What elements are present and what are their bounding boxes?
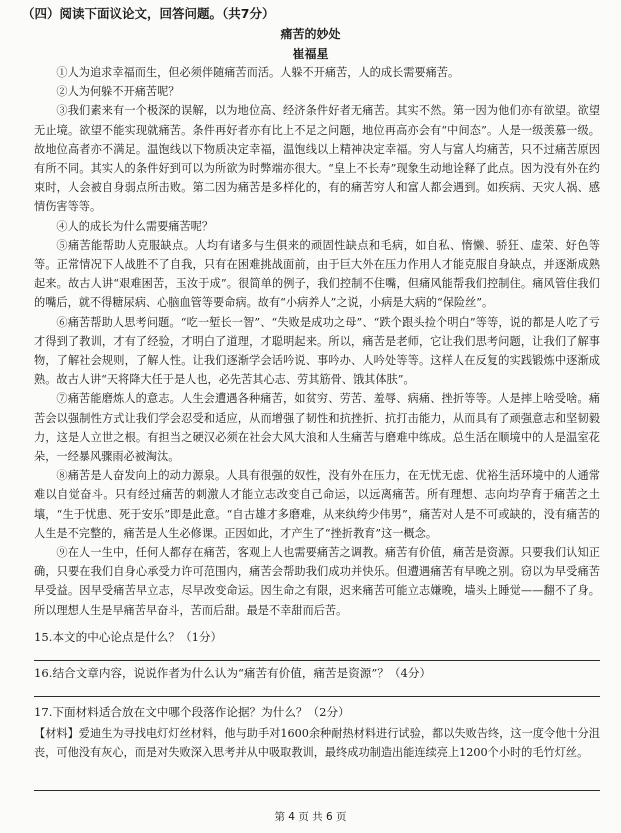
page-footer: 第 4 页 共 6 页 [274,811,347,823]
paragraph-4: ④人的成长为什么需要痛苦呢？ [56,219,214,233]
article-body [34,63,600,620]
paragraph-5: ⑤痛苦能帮助人克服缺点。人均有诸多与生俱来的顽固性缺点和毛病，如自私、惰懒、骄狂、虚荣、好色等等。正常情况下人战胜不了自我，只有在困难挑战面前，由于巨大外在压力作用人才能克服自身缺点，并逐渐成熟起来。故古人讲“艰难困苦，玉汝于成”。很简单的例子，我们控制不住嘴，但痛风能帮我们控制住。痛风管住我们的嘴后，就不得糖尿病、心脑血管等要命病。故有“小病养人”之说，小病是大病的“保险丝”。 [34,238,600,310]
question-15: 15.本文的中心论点是什么？（1分） [34,630,223,644]
answer-line-15[interactable] [34,660,600,661]
answer-line-16[interactable] [34,696,600,697]
question-17: 17.下面材料适合放在文中哪个段落作论据？为什么？（2分） [34,705,350,719]
section-heading: （四）阅读下面议论文，回答问题。（共7分） [22,6,275,21]
paragraph-6: ⑥痛苦帮助人思考问题。“吃一堑长一智”、“失败是成功之母”、“跌个跟头捡个明白”等等，说的都是人吃了亏才得到了教训，才有了经验，才明白了道理，才聪明起来。所以，痛苦是老师，它让我们思考问题，让我们了解事物，了解社会规则，了解人性。让我们逐渐学会话吟说、事吟办、人吟处等等。这样人在反复的实践锻炼中逐渐成熟。故古人讲“天将降大任于是人也，必先苦其心志、劳其筋骨、饿其体肤”。 [34,315,600,387]
answer-line-17[interactable] [34,790,600,791]
paragraph-9: ⑨在人一生中，任何人都存在痛苦，客观上人也需要痛苦之调教。痛苦有价值，痛苦是资源。只要我们认知正确，只要在我们自身心承受力许可范围内，痛苦会帮助我们成功并快乐。但遭遇痛苦有早晚之别。窃以为早受痛苦早受益。因早受痛苦早立志，尽早改变命运。因生命之有限，迟来痛苦可能立志嫌晚，墙头上睡觉——翻不了身。所以理想人生是早痛苦早奋斗，苦而后甜。最是不幸甜而后苦。 [34,546,600,617]
paragraph-3: ③我们素来有一个极深的误解，以为地位高、经济条件好者无痛苦。其实不然。第一因为他们亦有欲望。欲望无止境。欲望不能实现就痛苦。条件再好者亦有比上不足之问题，地位再高亦会有“中间态”。人是一级羡慕一级。故地位高者亦不满足。温饱线以下物质决定幸福，温饱线以上精神决定幸福。穷人与富人均痛苦，只不过痛苦原因有所不同。其实人的条件好到可以为所欲为时弊端亦很大。“皇上不长寿”现象生动地诠释了此点。因为没有外在约束时，人会被自身弱点所击败。第二因为痛苦是多样化的，有的痛苦穷人和富人都会遇到。如疾病、天灾人祸、感情伤害等等。 [34,104,600,214]
article-title: 痛苦的妙处 [280,27,341,41]
material-text: 【材料】爱迪生为寻找电灯灯丝材料，他与助手对1600余种耐热材料进行试验，都以失败告终，这一度令他十分沮丧，可他没有灰心，而是对失败深入思考并从中吸取教训，最终成功制造出能连续亮上1200个小时的毛竹灯丝。 [34,727,600,759]
paragraph-7: ⑦痛苦能磨炼人的意志。人生会遭遇各种痛苦，如贫穷、劳苦、羞辱、病痛、挫折等等。人是摔上啥受啥。痛苦会以强制性方式让我们学会忍受和适应，从而增强了韧性和抗挫折、抗打击能力，从而具有了顽强意志和坚韧毅力，这是人立世之根。有担当之硬汉必须在社会大风大浪和人生痛苦与磨难中练成。总生活在顺境中的人是温室花朵，一经暴风骤雨必被淘汰。 [34,392,600,464]
article-author: 崔福星 [292,47,329,61]
paragraph-8: ⑧痛苦是人奋发向上的动力源泉。人具有很强的奴性，没有外在压力，在无忧无虑、优裕生活环境中的人通常难以自觉奋斗。只有经过痛苦的刺激人才能立志改变自己命运，以远离痛苦。所有理想、志向均孕育于痛苦之土壤，“生于忧患、死于安乐”即是此意。“自古雄才多磨难，从来纨绔少伟男”，痛苦对人是不可或缺的，没有痛苦的人生是不完整的，痛苦是人生必修课。正因如此，才产生了“挫折教育”这一概念。 [34,469,600,540]
paragraph-1: ①人为追求幸福而生，但必须伴随痛苦而活。人躲不开痛苦，人的成长需要痛苦。 [56,66,460,79]
paragraph-2: ②人为何躲不开痛苦呢？ [56,85,180,99]
question-16: 16.结合文章内容，说说作者为什么认为“痛苦有价值，痛苦是资源”？（4分） [34,666,432,680]
